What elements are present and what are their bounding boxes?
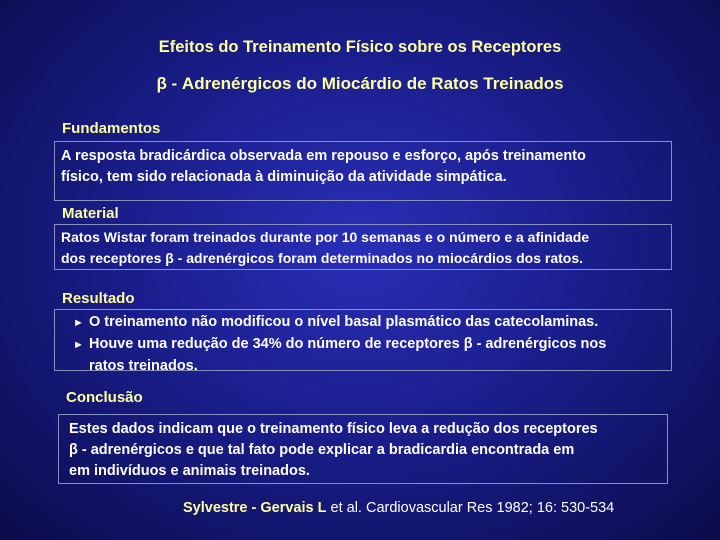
- heading-material: Material: [62, 205, 119, 222]
- title-line-1: Efeitos do Treinamento Físico sobre os Receptores: [158, 38, 562, 56]
- heading-fundamentos: Fundamentos: [62, 120, 161, 137]
- fundamentos-line-2: físico, tem sido relacionada à diminuição da atividade simpática.: [61, 169, 507, 185]
- resultado-bullet-2-text: Houve uma redução de 34% do número de receptores β - adrenérgicos nos: [89, 336, 607, 352]
- reference-details: et al. Cardiovascular Res 1982; 16: 530-534: [326, 500, 615, 516]
- resultado-bullet-1: [73, 312, 665, 334]
- fundamentos-line-1: A resposta bradicárdica observada em repouso e esforço, após treinamento: [61, 148, 586, 164]
- box-conclusao: [58, 414, 668, 484]
- resultado-bullet-2: [73, 334, 665, 356]
- conclusao-line-1: Estes dados indicam que o treinamento físico leva a redução dos receptores: [69, 421, 598, 437]
- bullet-arrow-icon: ►: [73, 317, 84, 329]
- heading-conclusao: Conclusão: [66, 389, 143, 406]
- reference-citation: [183, 500, 614, 516]
- material-line-2: dos receptores β - adrenérgicos foram determinados no miocárdios dos ratos.: [61, 250, 584, 266]
- conclusao-line-2: β - adrenérgicos e que tal fato pode explicar a bradicardia encontrada em: [69, 442, 575, 458]
- box-material: [54, 224, 672, 270]
- reference-author: Sylvestre - Gervais L: [183, 500, 327, 516]
- resultado-bullet-1-text: O treinamento não modificou o nível basal plasmático das catecolaminas.: [89, 314, 599, 330]
- conclusao-line-3: em indivíduos e animais treinados.: [69, 463, 310, 479]
- material-line-1: Ratos Wistar foram treinados durante por 10 semanas e o número e a afinidade: [61, 229, 590, 245]
- heading-resultado: Resultado: [62, 290, 135, 307]
- resultado-bullet-2-cont: ratos treinados.: [89, 358, 198, 374]
- box-resultado: [54, 309, 672, 374]
- box-fundamentos: [54, 141, 672, 201]
- title-line-2: β - Adrenérgicos do Miocárdio de Ratos Treinados: [156, 74, 564, 93]
- bullet-arrow-icon: ►: [73, 339, 84, 351]
